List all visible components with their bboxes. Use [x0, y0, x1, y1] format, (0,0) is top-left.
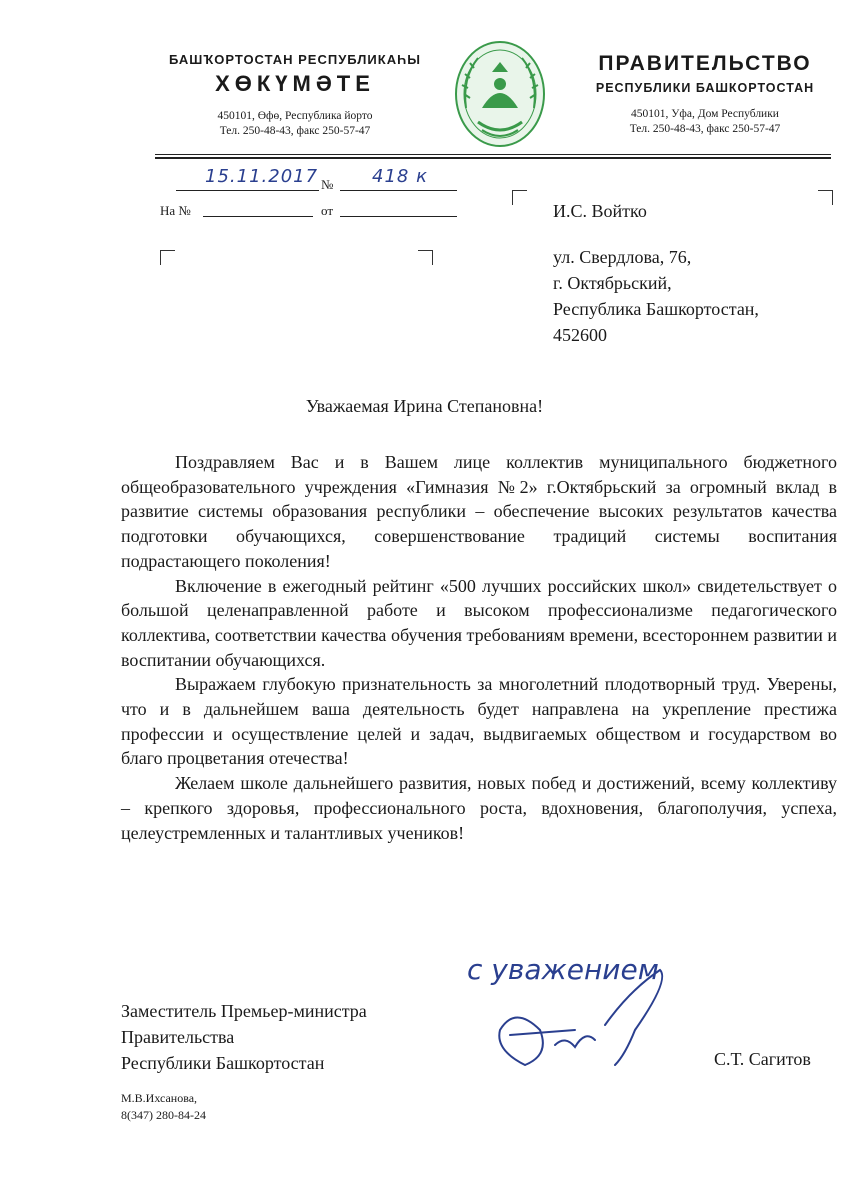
corner-mark-addressee-right	[818, 190, 833, 205]
header-left-addr1: 450101, Өфө, Республика йорто	[217, 110, 373, 122]
letter-body	[121, 450, 837, 845]
addressee-address-line: г. Октябрьский,	[553, 273, 672, 293]
header-right-line1: ПРАВИТЕЛЬСТВО	[598, 52, 812, 75]
ref-from-label: от	[321, 203, 334, 218]
addressee-address-line: 452600	[553, 325, 607, 345]
addressee-address-line: Республика Башкортостан,	[553, 299, 759, 319]
body-paragraph: Желаем школе дальнейшего развития, новых побед и достижений, всему коллективу – крепкого здоровья, профессионального роста, вдохновения, благополучия, успеха, целеустремленных и талантливых учеников!	[121, 773, 837, 843]
body-paragraph: Включение в ежегодный рейтинг «500 лучших российских школ» свидетельствует о большой целенаправленной работе и высоком профессионализме педагогического коллектива, соответствии качества обучения требованиям времени, всестороннем развитии и воспитании обучающихся.	[121, 575, 837, 670]
ref-number-label: На №	[160, 203, 191, 218]
header-left-line1: БАШҠОРТОСТАН РЕСПУБЛИКАҺЫ	[169, 52, 421, 67]
signatory-title-line: Правительства	[121, 1027, 235, 1047]
corner-mark-addressee-left	[512, 190, 527, 205]
corner-mark-top-left	[160, 250, 175, 265]
header-left-addr2: Тел. 250-48-43, факс 250-57-47	[219, 125, 371, 137]
addressee-name: И.С. Войтко	[553, 201, 647, 221]
header-right-addr2: Тел. 250-48-43, факс 250-57-47	[629, 123, 781, 135]
signatory-title	[121, 998, 367, 1076]
body-paragraph: Выражаем глубокую признательность за многолетний плодотворный труд. Уверены, что и в дальнейшем ваша деятельность будет направлена на укрепление престижа профессии и осуществление целей и задач, выдвигаемых обществом и государством во благо процветания отечества!	[121, 674, 837, 769]
header-rule-thin	[155, 154, 831, 155]
corner-mark-top-right	[418, 250, 433, 265]
addressee-block	[553, 198, 759, 348]
header-left-line2: ХӨКҮМӘТЕ	[215, 71, 375, 96]
header-right-block	[565, 52, 845, 137]
signatory-title-line: Заместитель Премьер-министра	[121, 1001, 367, 1021]
header-left-address	[140, 109, 450, 139]
header-right-address	[565, 107, 845, 137]
executor-info	[121, 1090, 206, 1124]
signatory-title-line: Республики Башкортостан	[121, 1053, 325, 1073]
header-right-line2: РЕСПУБЛИКИ БАШКОРТОСТАН	[595, 81, 815, 95]
ref-number-underline	[203, 216, 313, 217]
salutation: Уважаемая Ирина Степановна!	[305, 396, 544, 416]
addressee-address-line: ул. Свердлова, 76,	[553, 247, 692, 267]
body-paragraph: Поздравляем Вас и в Вашем лице коллектив муниципального бюджетного общеобразовательного учреждения «Гимназия №2» г.Октябрьский за огромный вклад в развитие системы образования республики – обеспечение высоких результатов качества подготовки обучающихся, совершенствование традиций системы воспитания подрастающего поколения!	[121, 452, 837, 571]
handwritten-date: 15.11.2017	[205, 166, 319, 187]
header-left-block	[140, 52, 450, 139]
signatory-name: С.Т. Сагитов	[714, 1049, 811, 1069]
coat-of-arms-emblem	[452, 38, 548, 150]
executor-name: М.В.Ихсанова,	[121, 1091, 198, 1105]
header-rule-thick	[155, 157, 831, 159]
ref-from-underline	[340, 216, 457, 217]
header-right-addr1: 450101, Уфа, Дом Республики	[631, 108, 779, 120]
handwritten-signature	[455, 935, 735, 1085]
handwritten-number: 418 к	[372, 166, 428, 187]
handwritten-note: с уважением	[467, 953, 659, 986]
number-label: №	[321, 177, 334, 192]
date-underline	[176, 190, 319, 191]
executor-phone: 8(347) 280-84-24	[121, 1108, 206, 1122]
number-underline	[340, 190, 457, 191]
